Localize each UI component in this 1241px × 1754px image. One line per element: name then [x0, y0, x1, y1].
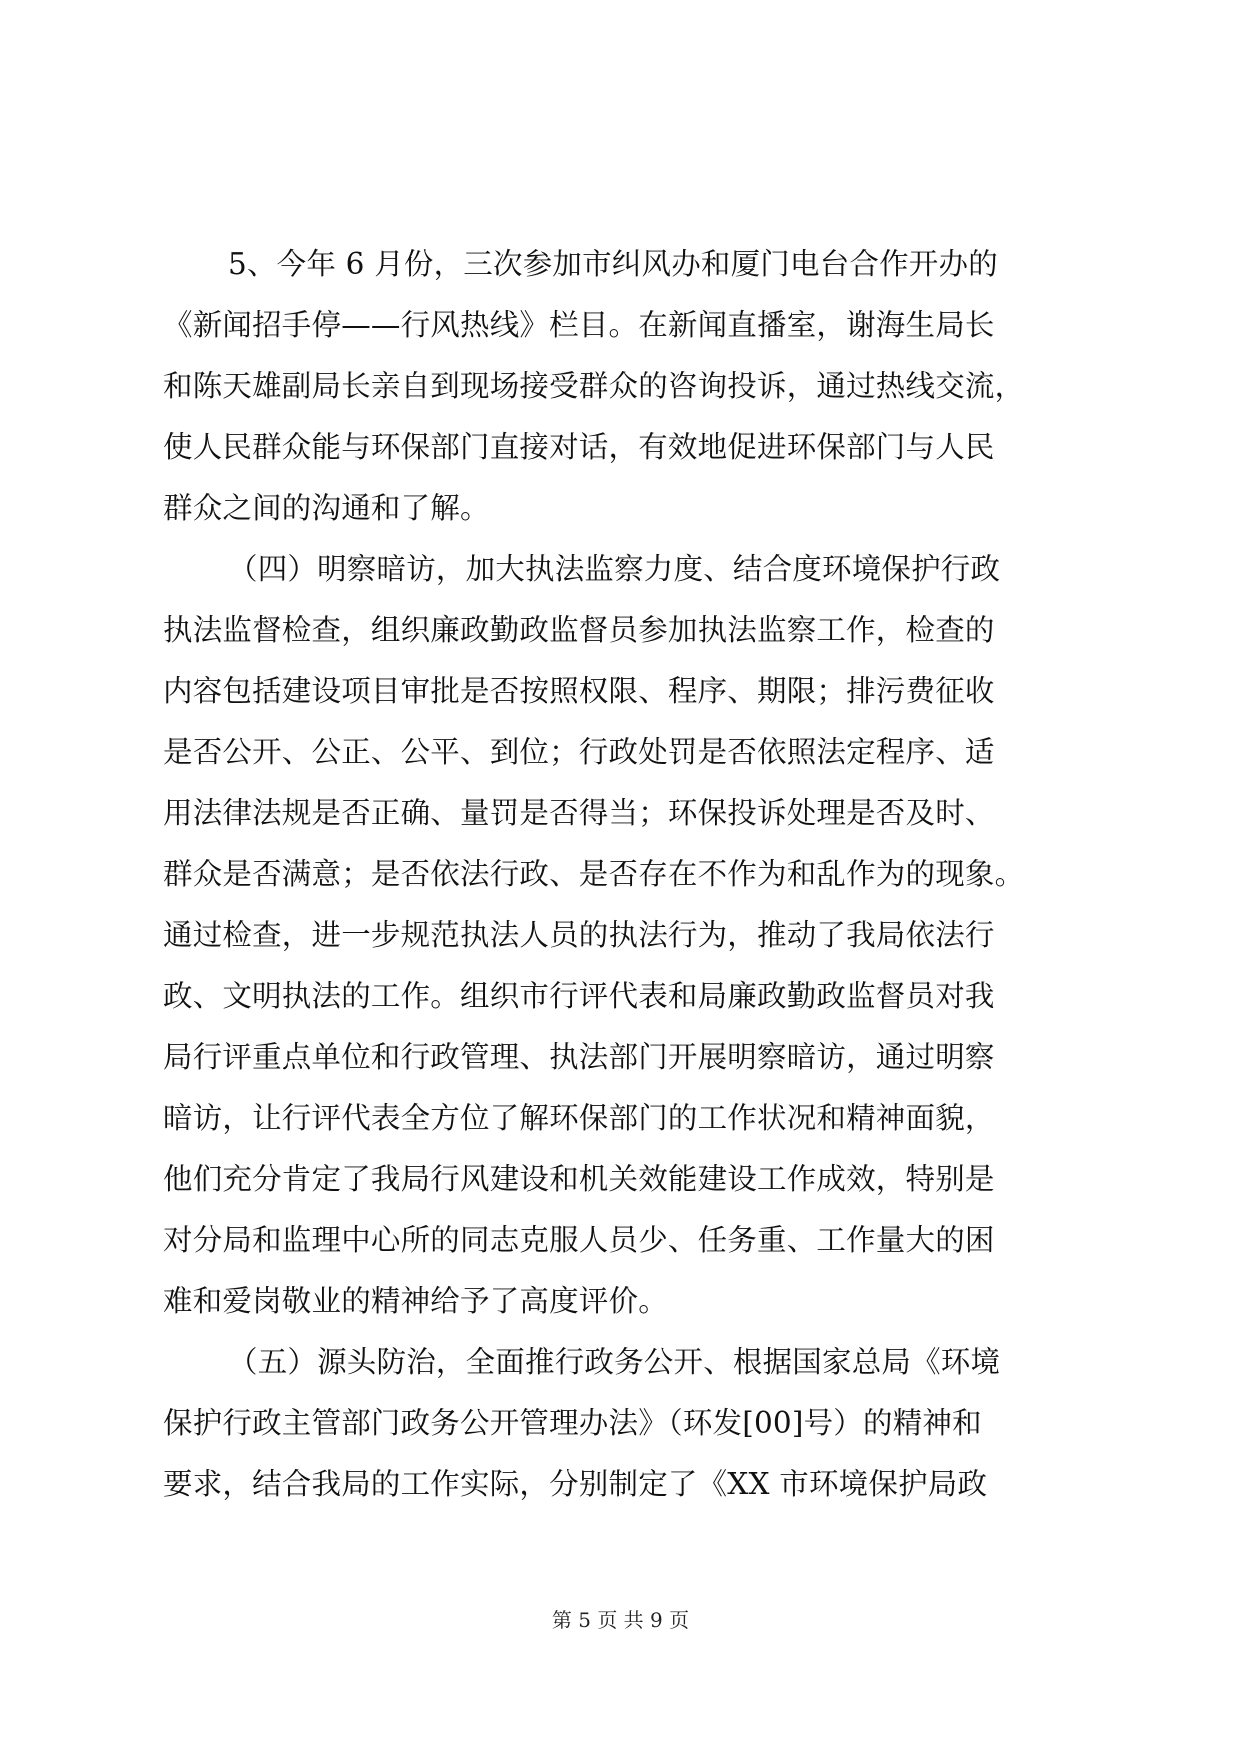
paragraph-line: 他们充分肯定了我局行风建设和机关效能建设工作成效，特别是 — [163, 1162, 995, 1196]
paragraph-line: 《新闻招手停——行风热线》栏目。在新闻直播室，谢海生局长 — [163, 308, 995, 342]
paragraph-line: 难和爱岗敬业的精神给予了高度评价。 — [163, 1284, 668, 1318]
paragraph-line: 对分局和监理中心所的同志克服人员少、任务重、工作量大的困 — [163, 1223, 995, 1257]
paragraph-line: 使人民群众能与环保部门直接对话，有效地促进环保部门与人民 — [163, 430, 995, 464]
paragraph-line: 是否公开、公正、公平、到位；行政处罚是否依照法定程序、适 — [163, 735, 995, 769]
paragraph-line: 暗访，让行评代表全方位了解环保部门的工作状况和精神面貌， — [163, 1101, 995, 1135]
paragraph-line: 和陈天雄副局长亲自到现场接受群众的咨询投诉，通过热线交流， — [163, 369, 1025, 403]
paragraph-line: 政、文明执法的工作。组织市行评代表和局廉政勤政监督员对我 — [163, 979, 995, 1013]
paragraph-line: 局行评重点单位和行政管理、执法部门开展明察暗访，通过明察 — [163, 1040, 995, 1074]
paragraph-line: 5、今年 6 月份，三次参加市纠风办和厦门电台合作开办的 — [228, 247, 998, 281]
paragraph-line: （四）明察暗访，加大执法监察力度、结合度环境保护行政 — [228, 552, 1001, 586]
paragraph-line: 执法监督检查，组织廉政勤政监督员参加执法监察工作，检查的 — [163, 613, 995, 647]
paragraph-line: 内容包括建设项目审批是否按照权限、程序、期限；排污费征收 — [163, 674, 995, 708]
paragraph-line: （五）源头防治，全面推行政务公开、根据国家总局《环境 — [228, 1345, 1001, 1379]
paragraph-line: 群众之间的沟通和了解。 — [163, 491, 490, 525]
paragraph-line: 群众是否满意；是否依法行政、是否存在不作为和乱作为的现象。 — [163, 857, 1025, 891]
paragraph-line: 要求，结合我局的工作实际，分别制定了《XX 市环境保护局政 — [163, 1467, 988, 1501]
page-footer: 第 5 页 共 9 页 — [551, 1608, 690, 1632]
paragraph-line: 通过检查，进一步规范执法人员的执法行为，推动了我局依法行 — [163, 918, 995, 952]
paragraph-line: 用法律法规是否正确、量罚是否得当；环保投诉处理是否及时、 — [163, 796, 995, 830]
paragraph-line: 保护行政主管部门政务公开管理办法》（环发[00]号）的精神和 — [163, 1406, 982, 1440]
